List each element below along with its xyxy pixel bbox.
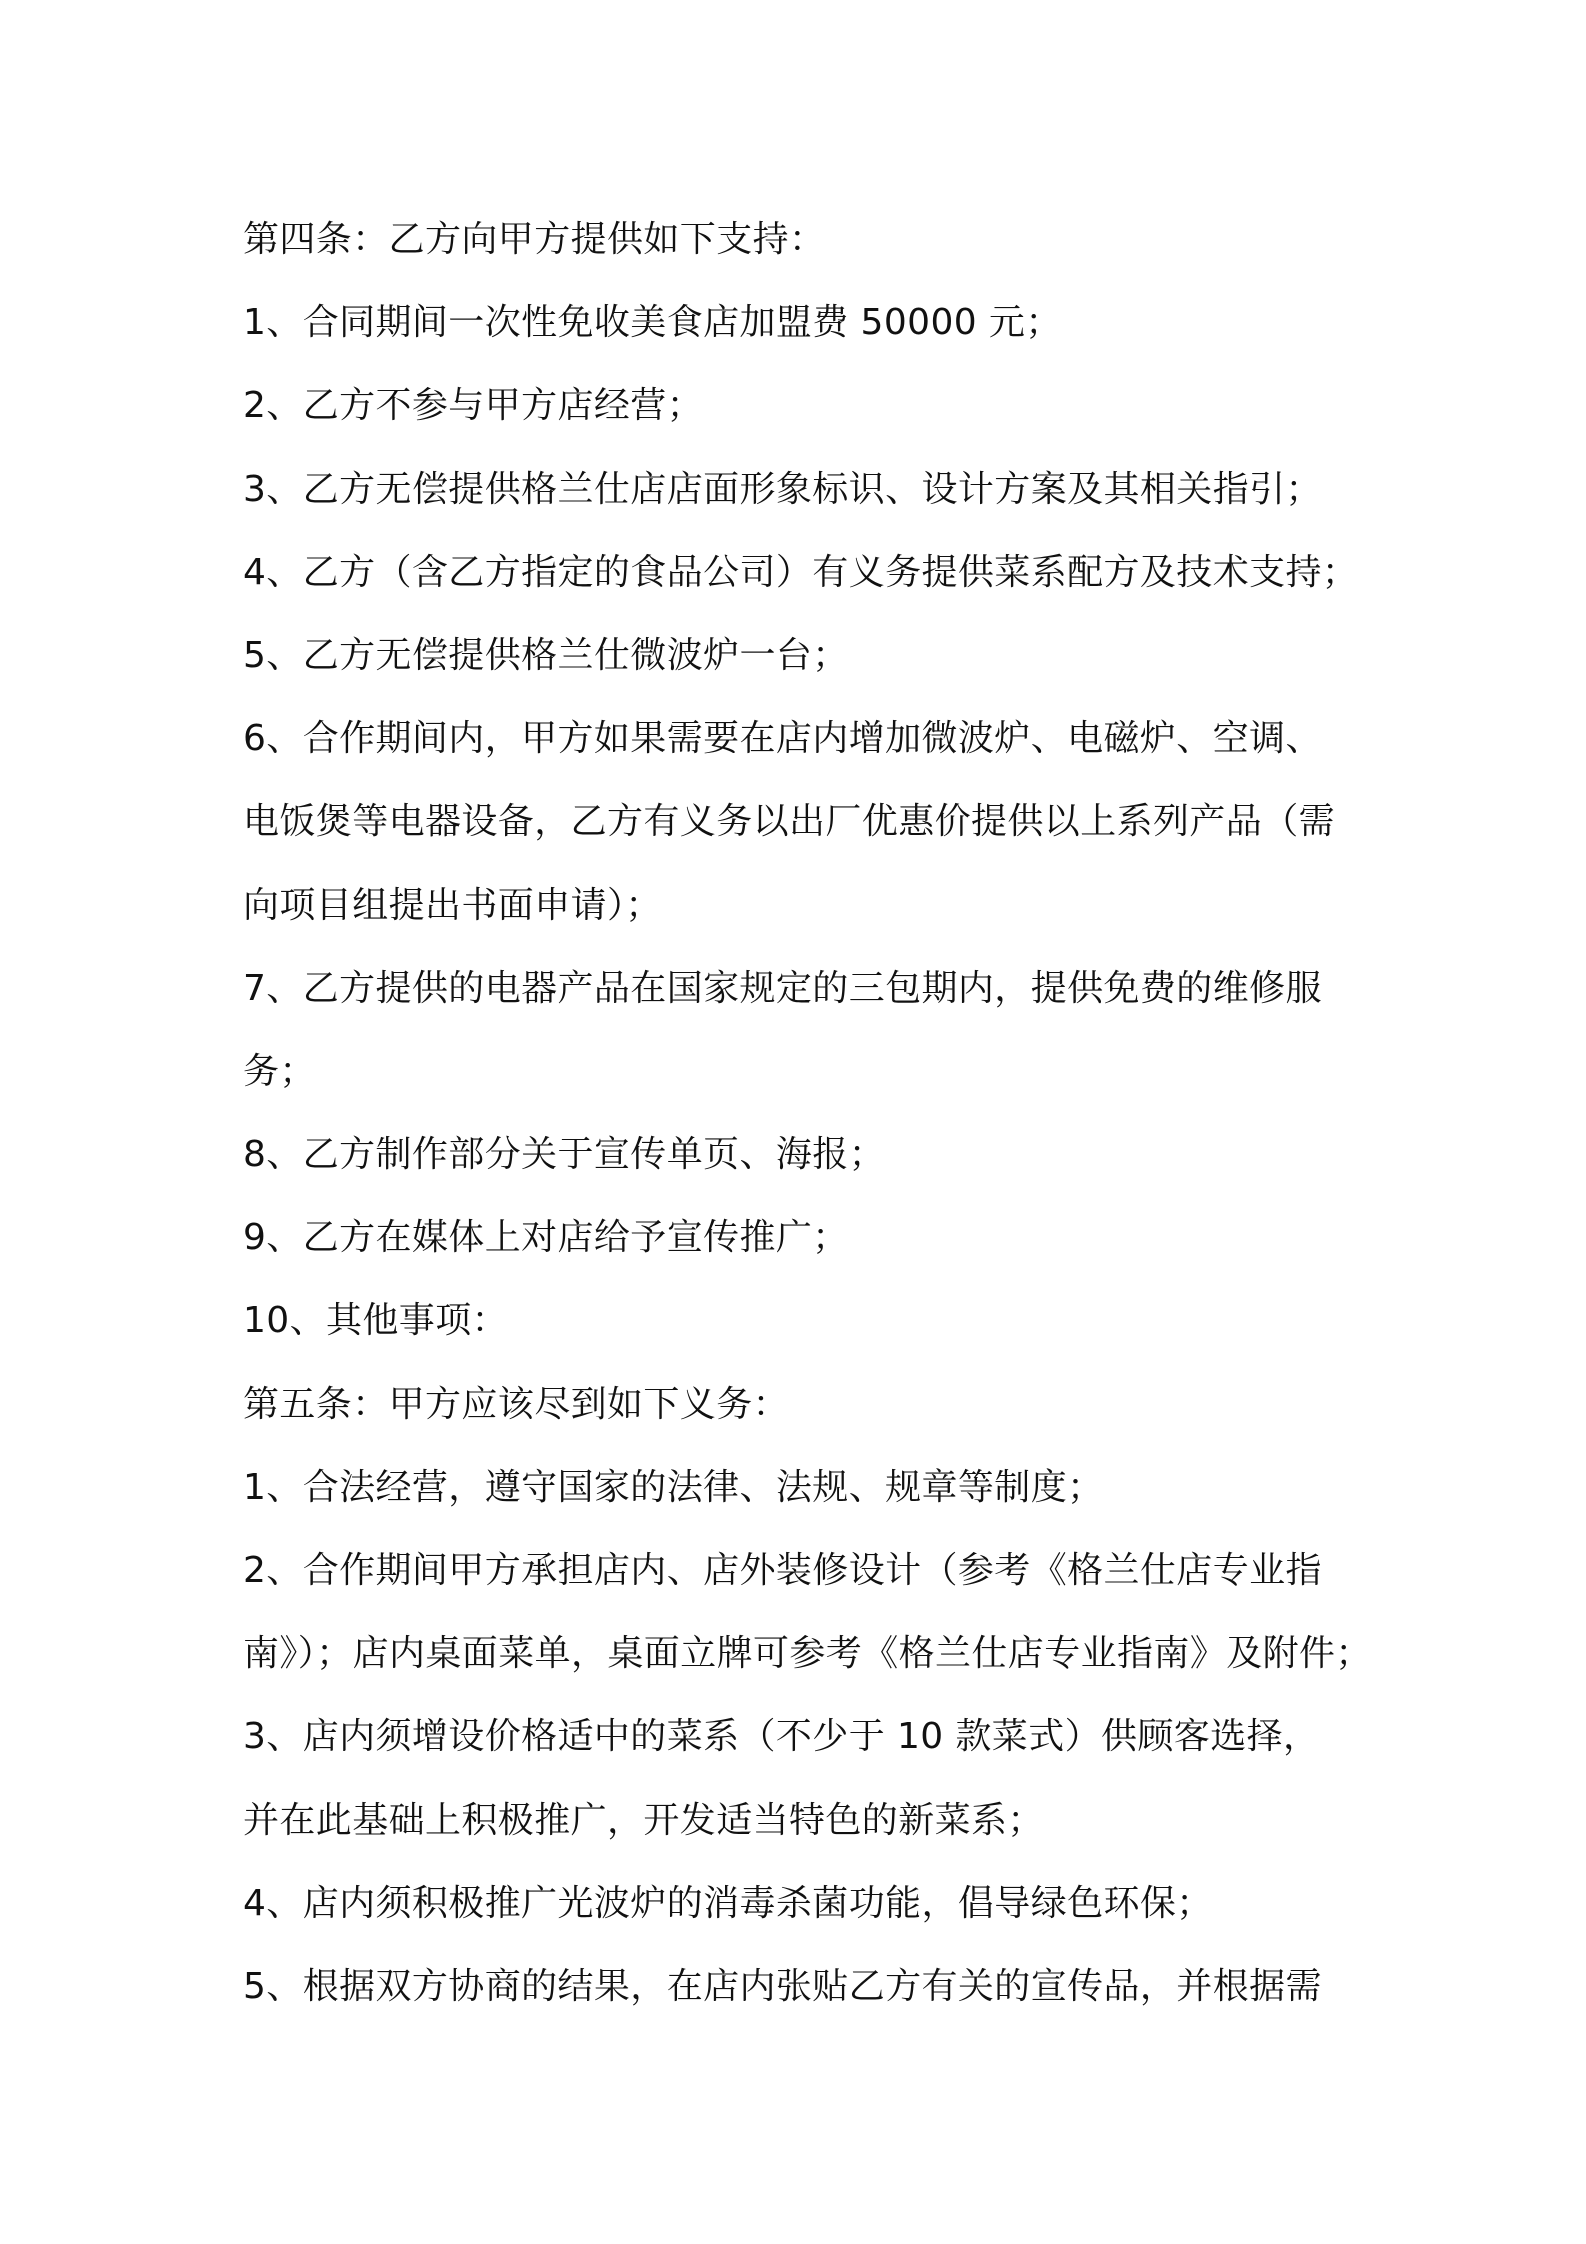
article-5-item-3-line-1: 3、店内须增设价格适中的菜系（不少于 10 款菜式）供顾客选择， [243,1716,1320,1758]
article-4-item-6-line-1: 6、合作期间内，甲方如果需要在店内增加微波炉、电磁炉、空调、 [243,718,1322,760]
article-4-item-10: 10、其他事项： [243,1300,509,1342]
article-4-item-5: 5、乙方无偿提供格兰仕微波炉一台； [243,634,849,676]
article-5-item-4: 4、店内须积极推广光波炉的消毒杀菌功能，倡导绿色环保； [243,1882,1213,1924]
document-body [243,198,1372,2028]
article-5-item-5-line-1: 5、根据双方协商的结果，在店内张贴乙方有关的宣传品，并根据需 [243,1965,1322,2007]
article-4-item-1: 1、合同期间一次性免收美食店加盟费 50000 元； [243,302,1062,344]
article-4-item-9: 9、乙方在媒体上对店给予宣传推广； [243,1217,849,1259]
article-4-item-6-line-3: 向项目组提出书面申请）； [243,884,662,926]
article-4-item-3: 3、乙方无偿提供格兰仕店店面形象标识、设计方案及其相关指引； [243,468,1322,510]
article-5-heading: 第五条：甲方应该尽到如下义务： [243,1383,790,1425]
article-5-item-2-line-1: 2、合作期间甲方承担店内、店外装修设计（参考《格兰仕店专业指 [243,1550,1322,1591]
article-5-item-3-line-2: 并在此基础上积极推广，开发适当特色的新菜系； [243,1799,1044,1841]
article-4-item-7-line-1: 7、乙方提供的电器产品在国家规定的三包期内，提供免费的维修服 [243,967,1322,1009]
article-4-item-8: 8、乙方制作部分关于宣传单页、海报； [243,1134,886,1176]
article-4-item-6-line-2: 电饭煲等电器设备，乙方有义务以出厂优惠价提供以上系列产品（需 [243,801,1336,843]
article-5-item-1: 1、合法经营，遵守国家的法律、法规、规章等制度； [243,1466,1104,1508]
article-4-item-4: 4、乙方（含乙方指定的食品公司）有义务提供菜系配方及技术支持； [243,551,1359,593]
article-5-item-2-line-2: 南》）；店内桌面菜单，桌面立牌可参考《格兰仕店专业指南》及附件； [243,1633,1372,1675]
article-4-heading: 第四条：乙方向甲方提供如下支持： [243,219,826,260]
article-4-item-7-line-2: 务； [243,1050,316,1092]
article-4-item-2: 2、乙方不参与甲方店经营； [243,385,704,427]
